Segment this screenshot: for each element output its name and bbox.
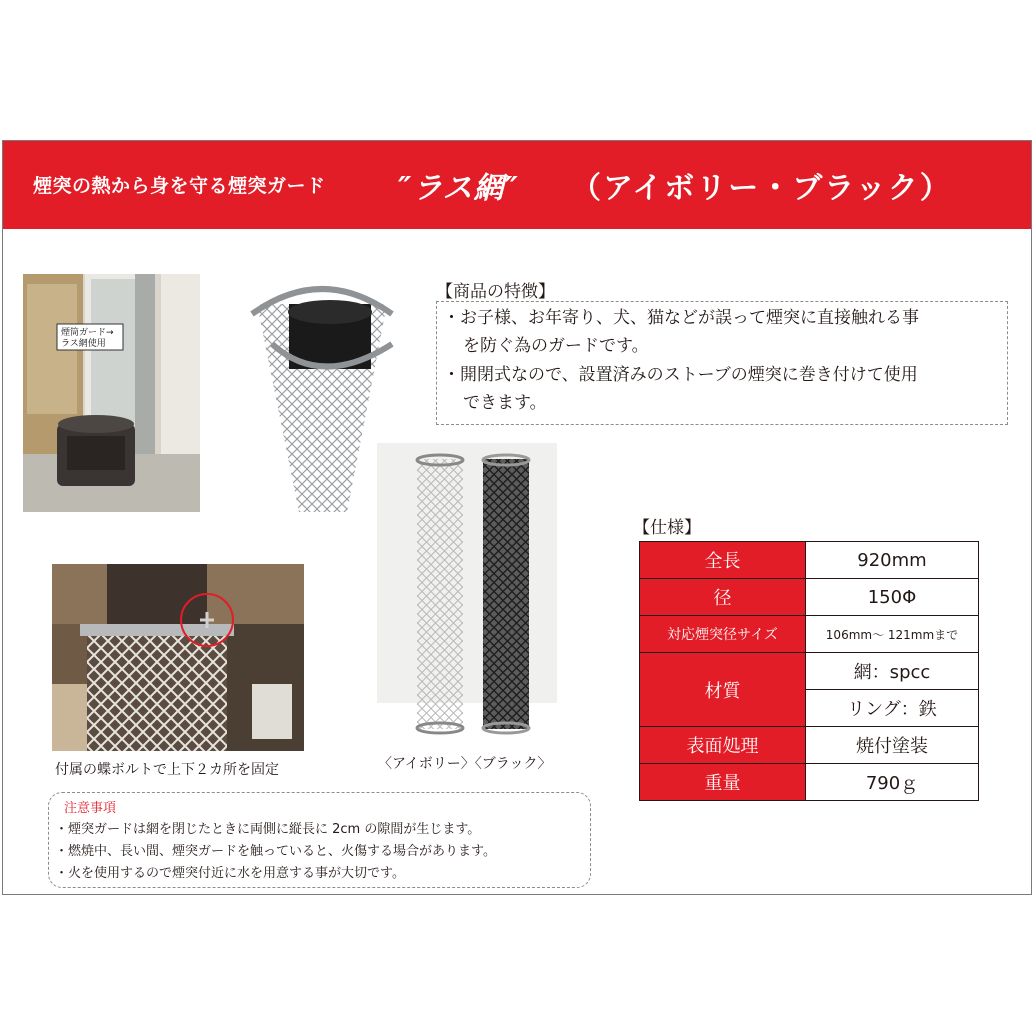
- notice-line: ・煙突ガードは網を閉じたときに両側に縦長に 2cm の隙間が生じます。: [55, 822, 481, 837]
- product-variants: （アイボリー・ブラック）: [571, 171, 952, 206]
- spec-value: 焼付塗装: [806, 727, 979, 764]
- feature-line: ・お子様、お年寄り、犬、猫などが誤って煙突に直接触れる事: [443, 308, 919, 328]
- feature-line: できます。: [463, 393, 547, 413]
- stove-installation-photo: [23, 274, 200, 512]
- spec-heading: 【仕様】: [633, 518, 701, 538]
- title-banner: [3, 141, 1031, 229]
- spec-table: [639, 541, 979, 801]
- table-row: [640, 764, 979, 801]
- notice-box: [48, 792, 591, 888]
- feature-item: [443, 304, 1003, 360]
- ivory-black-guards-photo: [377, 443, 557, 747]
- spec-value: 920mm: [806, 542, 979, 579]
- features-section: [436, 277, 1010, 427]
- spec-label: 材質: [640, 653, 806, 727]
- spec-value: 106mm～ 121mmまで: [806, 616, 979, 653]
- notice-line: ・燃焼中、長い間、煙突ガードを触っていると、火傷する場合があります。: [55, 844, 496, 859]
- colors-caption: 〈アイボリー〉〈ブラック〉: [378, 756, 552, 772]
- product-sheet: [2, 140, 1032, 895]
- table-row: [640, 579, 979, 616]
- table-row: [640, 727, 979, 764]
- feature-line: ・開閉式なので、設置済みのストーブの煙突に巻き付けて使用: [443, 365, 918, 385]
- notice-line: ・火を使用するので煙突付近に水を用意する事が大切です。: [55, 866, 405, 881]
- spec-label: 径: [640, 579, 806, 616]
- spec-label: 表面処理: [640, 727, 806, 764]
- spec-value: 790ｇ: [806, 764, 979, 801]
- features-box: [436, 301, 1008, 425]
- spec-label: 対応煙突径サイズ: [640, 616, 806, 653]
- spec-label: 全長: [640, 542, 806, 579]
- stove-sign-line2: ラス網使用: [61, 339, 106, 349]
- table-row: [640, 542, 979, 579]
- bolt-caption: 付属の蝶ボルトで上下２カ所を固定: [55, 762, 279, 778]
- spec-value: リング：鉄: [806, 690, 979, 727]
- feature-item: [443, 361, 1003, 417]
- feature-line: を防ぐ為のガードです。: [463, 336, 649, 356]
- spec-value: 150Φ: [806, 579, 979, 616]
- stove-sign-line1: 煙筒ガード→: [61, 328, 114, 338]
- butterfly-bolt-photo: [52, 564, 304, 751]
- spec-value: 網：spcc: [806, 653, 979, 690]
- table-row: [640, 616, 979, 653]
- banner-subtitle: 煙突の熱から身を守る煙突ガード: [33, 175, 326, 197]
- features-heading: 【商品の特徴】: [436, 282, 555, 302]
- notice-title: 注意事項: [64, 801, 117, 816]
- spec-label: 重量: [640, 764, 806, 801]
- product-name: ″ラス網″: [398, 171, 519, 206]
- table-row: [640, 653, 979, 690]
